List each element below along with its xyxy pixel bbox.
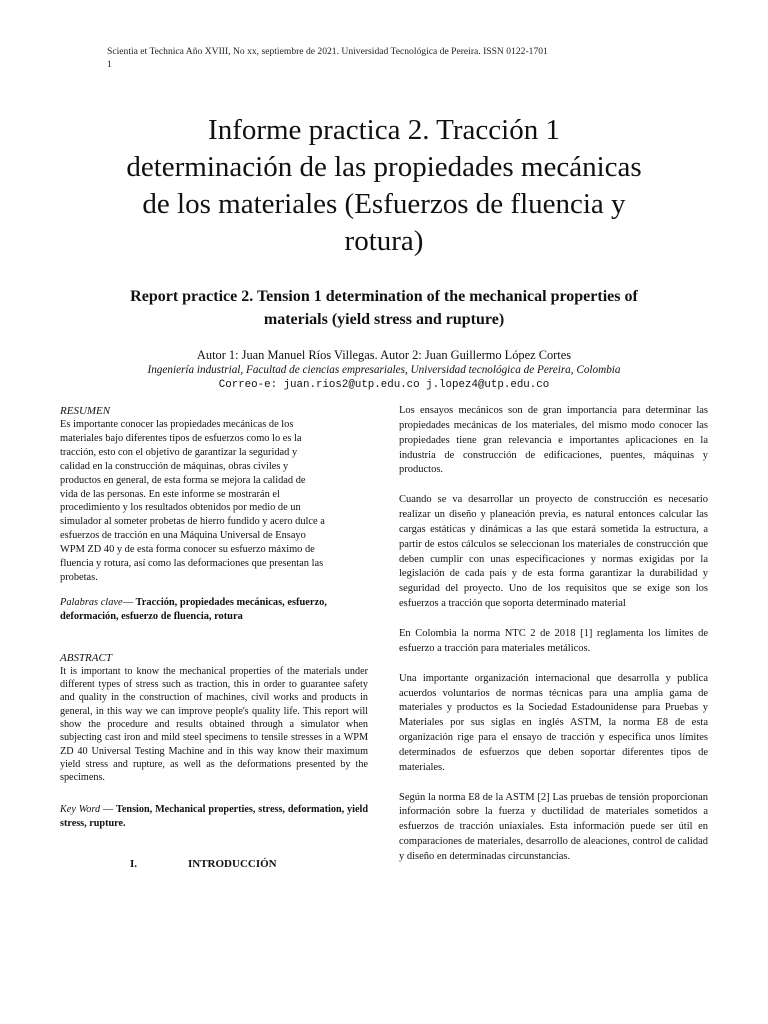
title-line: determinación de las propiedades mecánicas [126, 151, 642, 183]
resumen-line: WPM ZD 40 y de esta forma conocer su esfuerzo máximo de [60, 544, 315, 556]
body-paragraph: En Colombia la norma NTC 2 de 2018 [1] reglamenta los límites de esfuerzo a tracción para materiales metálicos. [399, 627, 708, 654]
email-label: Correo-e: [218, 379, 284, 391]
right-column [399, 404, 708, 880]
left-column [60, 404, 368, 871]
page-number: 1 [107, 59, 112, 70]
key-words [60, 803, 368, 831]
keyword-label: Key Word [60, 803, 101, 815]
subtitle-line: Report practice 2. Tension 1 determination of the mechanical properties of [130, 288, 638, 305]
resumen-heading: RESUMEN [60, 405, 111, 417]
english-title [100, 285, 668, 331]
resumen-body [60, 418, 368, 585]
keyword-separator: — [100, 803, 117, 815]
title-line: rotura) [344, 225, 424, 257]
authors: Autor 1: Juan Manuel Ríos Villegas. Autor 2: Juan Guillermo López Cortes [196, 348, 572, 362]
resumen-line: calidad en la construcción de máquinas, obras civiles y [60, 460, 289, 472]
body-paragraph: Una importante organización internacional que desarrolla y publica acuerdos voluntarios de normas técnicas para una amplia gama de materiales y productos es la Sociedad Estadounidense para Pruebas y Materiales por sus siglas en inglés ASTM, la norma E8 de esta organización rige para el ensayo de tracción y especifica unos límites determinados de esfuerzos que deben soportar diferentes tipos de materiales. [399, 672, 708, 773]
resumen-line: fluencia y rotura, así como las deformaciones que presentan las [60, 558, 324, 570]
subtitle-line: materials (yield stress and rupture) [263, 311, 505, 328]
paper-title [80, 112, 688, 260]
resumen-line: simulador al someter probetas de hierro fundido y acero dulce a [60, 516, 325, 528]
body-paragraph: Según la norma E8 de la ASTM [2] Las pruebas de tensión proporcionan información sobre la fuerza y ductilidad de materiales sometidos a esfuerzos de tracción uniaxiales. Esta información puede ser útil en comparaciones de materiales, desarrollo de aleaciones, control de calidad y diseño en determinadas circunstancias. [399, 791, 708, 862]
title-line: de los materiales (Esfuerzos de fluencia y [142, 188, 626, 220]
palabras-clave [60, 596, 368, 624]
keywords-text: Tracción, propiedades mecánicas, esfuerzo, deformación, esfuerzo de fluencia, rotura [60, 596, 327, 622]
keywords-separator: — [122, 596, 136, 608]
title-line: Informe practica 2. Tracción 1 [208, 114, 560, 146]
section-title: INTRODUCCIÓN [188, 857, 277, 870]
resumen-line: materiales bajo diferentes tipos de esfuerzos como lo es la [60, 432, 302, 444]
intro-heading [60, 857, 368, 871]
email-addresses: juan.rios2@utp.edu.co j.lopez4@utp.edu.co [283, 379, 550, 391]
resumen-line: productos en general, de esta forma se mejora la calidad de [60, 474, 306, 486]
resumen-line: esfuerzos de tracción en una Máquina Universal de Ensayo [60, 530, 306, 542]
resumen-line: vida de las personas. En este informe se mostrarán el [60, 488, 280, 500]
running-header [107, 45, 627, 71]
abstract-heading: ABSTRACT [60, 651, 112, 664]
keyword-text: Tension, Mechanical properties, stress, deformation, yield stress, rupture. [60, 803, 368, 829]
body-paragraph: Cuando se va desarrollar un proyecto de construcción es necesario realizar un diseño y planeación previa, es natural entonces calcular las cargas estáticas y dinámicas a las que estará sometida la estructura, a partir de estos cálculos se seleccionan los materiales de construcción que deben cumplir con unas especificaciones y normas exigidas por la legislación de cada país y de esta forma garantizar la durabilidad y seguridad del proyecto. Uno de los requisitos que se exige son los esfuerzos a tracción que soporta determinado material [399, 494, 708, 610]
journal-citation: Scientia et Technica Año XVIII, No xx, septiembre de 2021. Universidad Tecnológica de Pereira. ISSN 0122-1701 [107, 46, 548, 57]
resumen-line: procedimiento y los resultados obtenidos por medio de un [60, 502, 301, 514]
resumen-line: tracción, esto con el objetivo de garantizar la seguridad y [60, 446, 298, 458]
body-paragraph: Los ensayos mecánicos son de gran importancia para determinar las propiedades mecánicas de los materiales, del mismo modo conocer las propiedades tiene gran relevancia e importantes aplicaciones en la industria de construcción de edificaciones, puentes, máquinas y productos. [399, 405, 708, 476]
section-number: I. [130, 857, 138, 870]
resumen-line: probetas. [60, 571, 98, 583]
abstract-body: It is important to know the mechanical properties of the materials under different types of stress such as traction, this in order to guarantee safety and quality in the construction of machines, civil works and products in general, in this way we can improve people's quality life. This report will show the procedure and results obtained through a simulator when subjecting cast iron and mild steel specimens to tensile stresses in a WPM ZD 40 Universal Testing Machine and in this way know their maximum yield stress and rupture, as well as the deformations presented by the specimens. [60, 665, 368, 784]
keywords-label: Palabras clave [60, 596, 123, 608]
resumen-line: Es importante conocer las propiedades mecánicas de los [60, 419, 294, 430]
affiliation: Ingeniería industrial, Facultad de ciencias empresariales, Universidad tecnológica de Pereira, Colombia [147, 364, 621, 376]
email-line [100, 377, 668, 392]
